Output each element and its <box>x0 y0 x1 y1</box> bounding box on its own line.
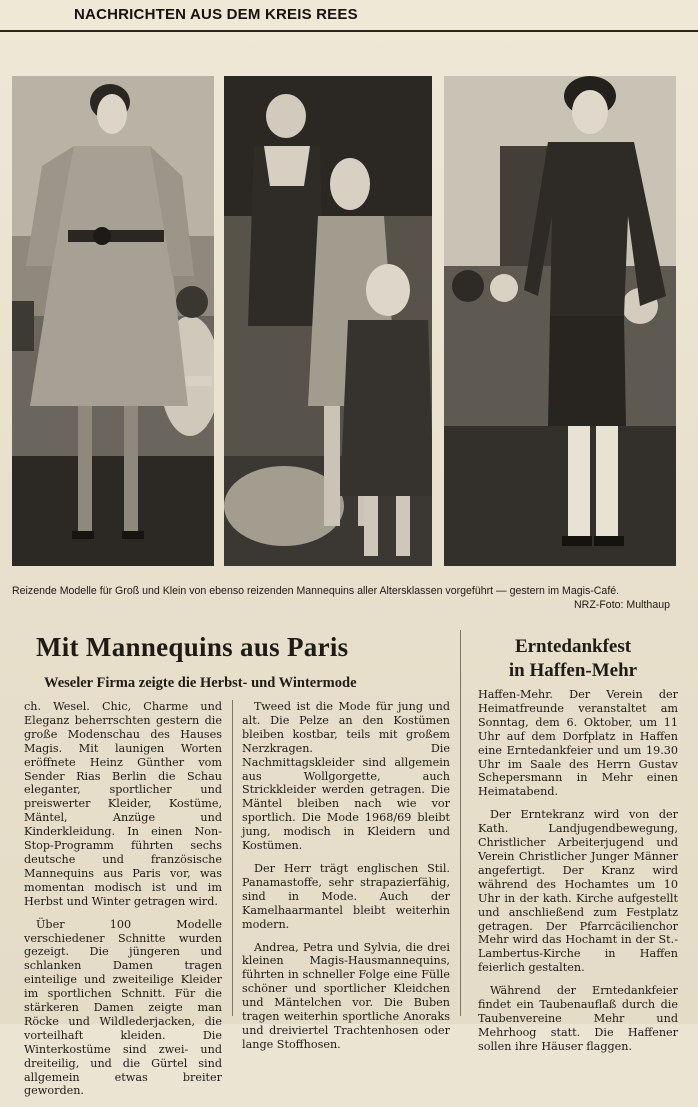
side-headline-line-1: Erntedankfest <box>514 636 632 657</box>
side-paragraph: Haffen-Mehr. Der Verein der Heimatfreunde veranstaltet am Sonntag, dem 6. Oktober, um 11 Uhr auf dem Dorfplatz in Haffen eine Erntedankfeier und um 19.30 Uhr im Saale des Herrn Gustav Schepersmann in Mehr einen Heimatabend. <box>478 688 678 799</box>
side-paragraph: Während der Erntedankfeier findet ein Taubenauflaß durch die Taubenvereine Mehr und Mehrhoog statt. Die Haffener sollen ihre Häuser flaggen. <box>478 984 678 1053</box>
photo-woman-coat <box>12 76 214 566</box>
header-rule <box>0 30 698 32</box>
column-divider <box>460 630 461 1016</box>
main-col2-paragraph: Der Herr trägt englischen Stil. Panamastoffe, sehr strapazierfähig, sind in Mode. Auch der Kamelhaarmantel bleibt weiterhin modern. <box>242 861 450 931</box>
main-col2-paragraph: Andrea, Petra und Sylvia, die drei kleinen Magis-Hausmannequins, führten in schneller Folge eine Fülle schöner und sportlicher Kleidchen und Mäntelchen vor. Die Buben tragen weiterhin sportliche Anoraks und dreiviertel Trachtenhosen oder lange Stoffhosen. <box>242 940 450 1051</box>
main-col2-paragraph: Tweed ist die Mode für jung und alt. Die Pelze an den Kostümen bleiben kostbar, teils mit großem Nerzkragen. Die Nachmittagskleider sind allgemein aus Wollgorgette, auch Strickkleider werden getragen. Die Mäntel bleiben nach wie vor sportlich. Die Mode 1968/69 bleibt jung, modisch in Kleidern und Kostümen. <box>242 700 450 853</box>
side-headline-line-2: in Haffen-Mehr <box>508 660 638 681</box>
column-divider <box>232 700 233 1016</box>
side-paragraph: Der Erntekranz wird von der Kath. Landjugendbewegung, Christlicher Arbeiterjugend und Verein Christlicher Junger Männer angefertigt. Der Kranz wird während des Hochamtes um 10 Uhr in der kath. Kirche aufgestellt und anschließend zum Festplatz getragen. Der Pfarrcäcilienchor Mehr wird das Hochamt in der St.-Lambertus-Kirche in Haffen feierlich gestalten. <box>478 808 678 975</box>
side-article-body <box>478 688 678 1063</box>
main-headline: Mit Mannequins aus Paris <box>36 632 349 662</box>
photo-caption <box>12 584 684 611</box>
section-header: NACHRICHTEN AUS DEM KREIS REES <box>74 6 358 23</box>
main-article-column-2 <box>242 700 450 1061</box>
main-col1-paragraph: Über 100 Modelle verschiedener Schnitte wurden gezeigt. Die jüngeren und schlanken Damen tragen einteilige und zweiteilige Kleider im sportlichen Schnitt. Für die stärkeren Damen zeigte man Röcke und Wildlederjacken, die vorteilhaft kleiden. Die Winterkostüme sind zwei- und dreiteilig, und die Gürtel sind allgemein etwas breiter geworden. <box>24 917 222 1098</box>
photo-children <box>224 76 432 566</box>
main-subheadline: Weseler Firma zeigte die Herbst- und Wintermode <box>44 675 357 691</box>
photo-credit: NRZ-Foto: Multhaup <box>574 599 670 611</box>
photo-woman-jacket <box>444 76 676 566</box>
caption-text: Reizende Modelle für Groß und Klein von ebenso reizenden Mannequins aller Altersklassen vorgeführt — gestern im Magis-Café. <box>12 585 620 597</box>
main-col1-paragraph: ch. Wesel. Chic, Charme und Eleganz beherrschten gestern die große Modenschau des Hauses Magis. Mit launigen Worten eröffnete Heinz Günther vom Sender Rias Berlin die Schau eleganter, sportlicher und preiswerter Kleider, Kostüme, Mäntel, Anzüge und Kinderkleidung. In einen Non-Stop-Programm führten sechs deutsche und französische Mannequins aus Paris vor, was momentan modisch ist und im Herbst und Winter getragen wird. <box>24 700 222 908</box>
main-article-column-1 <box>24 700 222 1107</box>
